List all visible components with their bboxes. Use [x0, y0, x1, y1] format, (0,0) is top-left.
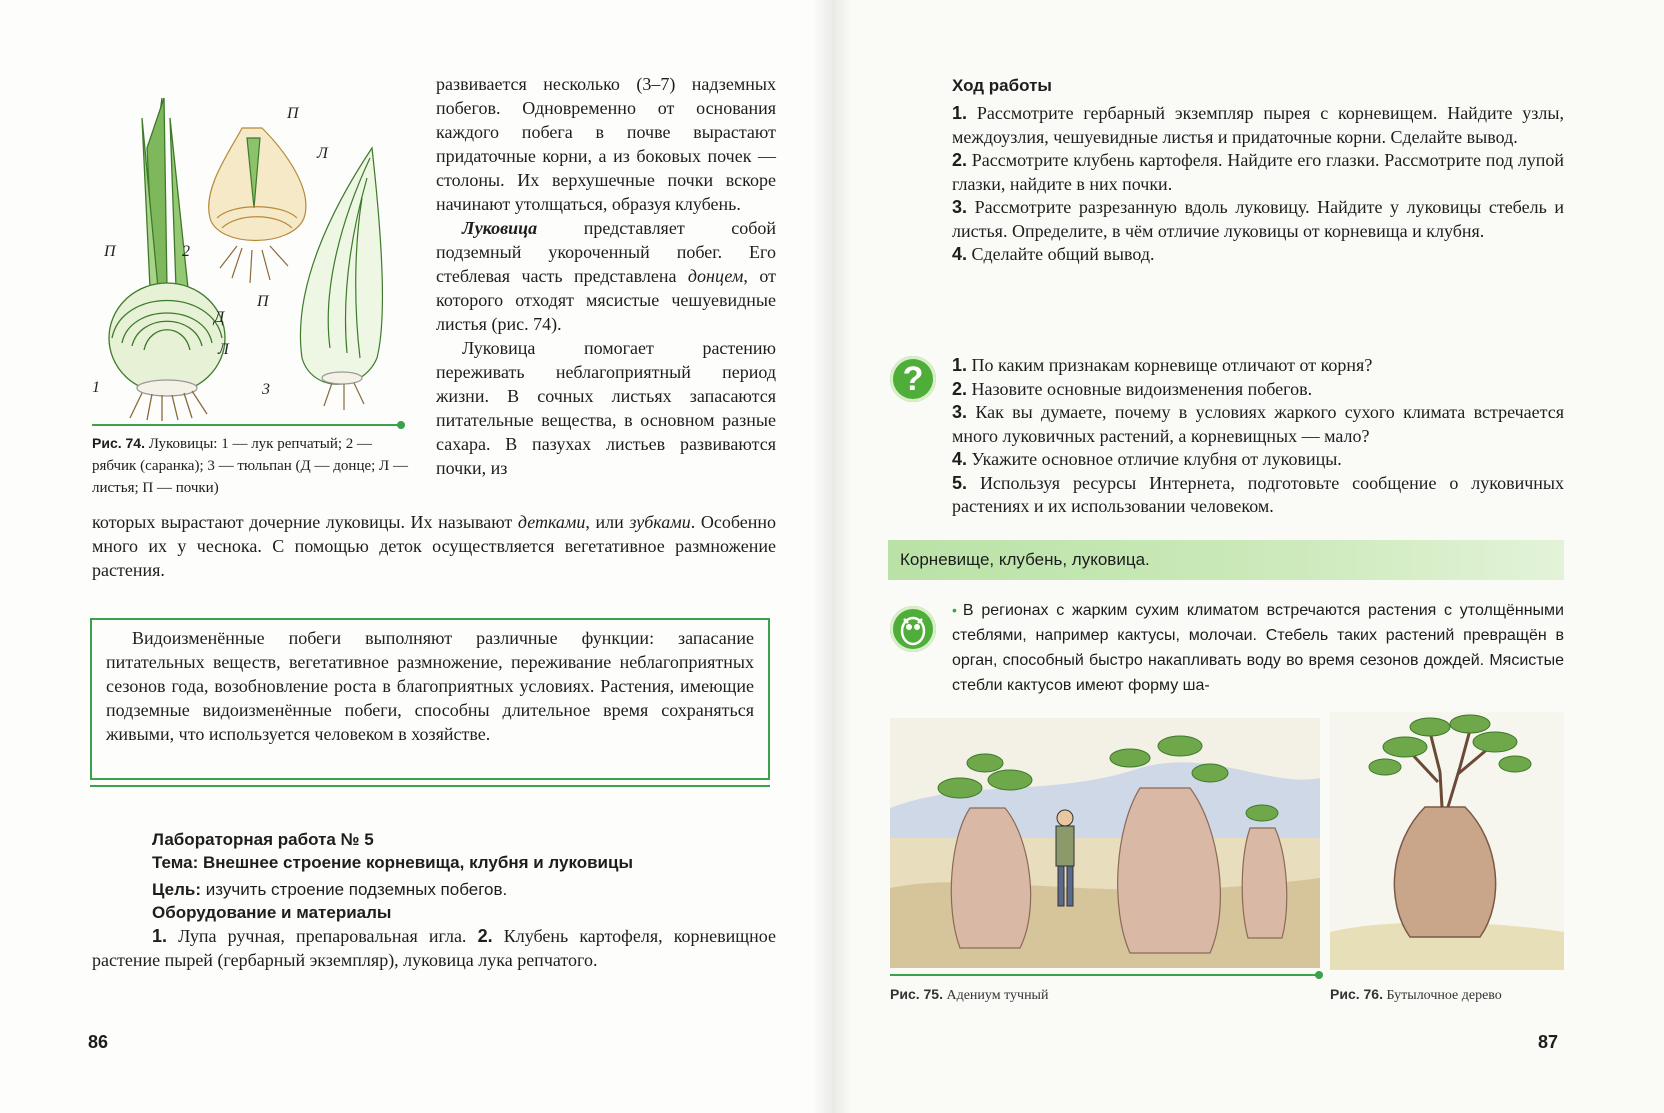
- step-3-num: 3.: [952, 197, 968, 217]
- lab-equipment-title: Оборудование и материалы: [152, 903, 392, 922]
- fig74-label-d1: Д: [214, 309, 225, 326]
- lab-topic-label: Тема:: [152, 853, 199, 872]
- question-4-num: 4.: [952, 449, 968, 469]
- fig74-label-p3: П: [257, 293, 269, 310]
- paragraph-tuber: развивается несколько (3–7) надземных побегов. Одновременно от основания каждого побега в почве вырастают придаточные корни, а из боковых почек — столоны. Их верхушечные почки вскоре начинают утолщаться, образуя клубень.: [436, 74, 776, 214]
- question-5: [952, 472, 1564, 519]
- summary-text: Видоизменённые побеги выполняют различные функции: запасание питательных веществ, вегетативное размножение, переживание неблагоприятных сезонов года, возобновление роста в благоприятных условиях. Растения, имеющие подземные видоизменённые побеги, способны длительное время сохраняться живыми, что используется человеком в хозяйстве.: [106, 628, 754, 744]
- fig76-caption-text: Бутылочное дерево: [1386, 988, 1502, 1003]
- lab-goal-text: изучить строение подземных побегов.: [205, 880, 508, 899]
- term-basal-plate: донцем: [687, 266, 744, 286]
- owl-icon: [890, 606, 936, 652]
- daughter-text-a: которых вырастают дочерние луковицы. Их называют: [92, 512, 518, 532]
- step-4: [952, 243, 1564, 267]
- lab-goal-label: Цель:: [152, 880, 201, 899]
- onion-illustration: [109, 98, 225, 421]
- fritillary-illustration: [209, 128, 306, 283]
- step-2-num: 2.: [952, 150, 968, 170]
- fig74-label-n1: 1: [92, 379, 100, 396]
- fig74-rule: [92, 424, 402, 426]
- question-icon: ?: [890, 356, 936, 402]
- daughter-text-c: . Особенно много их у чеснока. С помощью деток осуществляется вегетативное размножение растения.: [92, 512, 776, 580]
- question-1: [952, 354, 1564, 378]
- question-4: [952, 448, 1564, 472]
- step-1: [952, 102, 1564, 149]
- progress-title: Ход работы: [952, 76, 1052, 95]
- questions-list: [952, 354, 1564, 519]
- eq-text-2: Клубень картофеля, корневищное растение пырей (гербарный экземпляр), луковица лука репчатого.: [92, 926, 777, 970]
- lab-title: Лабораторная работа № 5: [152, 830, 374, 849]
- term-zubki: зубками: [629, 512, 691, 532]
- fig74-label-n2: 2: [182, 243, 190, 260]
- lab-topic-text: Внешнее строение корневища, клубня и луковицы: [202, 853, 633, 872]
- info-text: [952, 598, 1564, 698]
- eq-num-2: 2.: [477, 926, 493, 946]
- question-1-num: 1.: [952, 355, 968, 375]
- bulb-text-a: представляет собой подземный укороченный побег. Его стеблевая часть представлена: [436, 218, 776, 286]
- question-2-text: Назовите основные видоизменения побегов.: [971, 378, 1313, 399]
- step-1-text: Рассмотрите гербарный экземпляр пырея с корневищем. Найдите узлы, междоузлия, чешуевидные листья и придаточные корни. Сделайте вывод.: [952, 103, 1564, 147]
- summary-box: [90, 618, 770, 780]
- fig76-caption-prefix: Рис. 76.: [1330, 986, 1383, 1002]
- bulb-text-b: , от которого отходят мясистые чешуевидные листья (рис. 74).: [436, 266, 776, 334]
- question-2-num: 2.: [952, 378, 968, 399]
- step-1-num: 1.: [952, 103, 968, 123]
- question-3: [952, 401, 1564, 448]
- fig75-caption-prefix: Рис. 75.: [890, 986, 943, 1002]
- step-3: [952, 196, 1564, 243]
- figure-76-bottle-tree: [1330, 712, 1564, 970]
- owl-glyph-icon: [890, 606, 936, 652]
- fig74-label-p2: П: [104, 243, 116, 260]
- daughter-text-b: , или: [585, 512, 630, 532]
- fig74-label-n3: 3: [262, 381, 270, 398]
- question-4-text: Укажите основное отличие клубня от луковицы.: [971, 449, 1342, 469]
- step-3-text: Рассмотрите разрезанную вдоль луковицу. Найдите у луковицы стебель и листья. Определите, в чём отличие луковицы от корневища и клубня.: [952, 197, 1564, 241]
- fig74-caption-prefix: Рис. 74.: [92, 435, 145, 451]
- page-number-left: 86: [88, 1032, 109, 1052]
- question-5-num: 5.: [952, 472, 968, 493]
- steps-list: [952, 102, 1564, 267]
- eq-num-1: 1.: [152, 926, 168, 946]
- paragraph-bulb-definition: [436, 216, 776, 336]
- question-3-text: Как вы думаете, почему в условиях жаркого сухого климата встречается много луковичных растений, а корневищных — мало?: [952, 402, 1564, 446]
- lab-goal: [92, 878, 776, 901]
- fig76-caption: [1330, 986, 1502, 1004]
- progress-section: [952, 76, 1564, 267]
- info-paragraph: В регионах с жарким сухим климатом встречаются растения с утолщёнными стеблями, например кактусы, молочаи. Стебель таких растений превращён в орган, способный быстро накапливать воду во время сезонов дождей. Мясистые стебли кактусов имеют форму ша-: [952, 602, 1564, 694]
- question-2: [952, 378, 1564, 402]
- term-detki: детками: [517, 512, 586, 532]
- fig75-caption-text: Адениум тучный: [946, 988, 1049, 1003]
- question-3-num: 3.: [952, 402, 968, 422]
- step-4-text: Сделайте общий вывод.: [971, 244, 1155, 264]
- figure-74-bulbs: [92, 88, 407, 423]
- fig74-label-l1: Л: [317, 145, 328, 162]
- left-column-text: [436, 72, 776, 480]
- lab-work-section: [92, 828, 776, 972]
- step-2: [952, 149, 1564, 196]
- paragraph-daughter-bulbs: [92, 510, 776, 582]
- question-5-text: Используя ресурсы Интернета, подготовьте сообщение о луковичных растениях и их использовании человеком.: [952, 472, 1564, 516]
- fig74-caption-text: Луковицы: 1 — лук репчатый; 2 — рябчик (саранка); 3 — тюльпан (Д — донце; Л — листья; П — почки): [92, 436, 408, 496]
- step-4-num: 4.: [952, 244, 968, 264]
- step-2-text: Рассмотрите клубень картофеля. Найдите его глазки. Рассмотрите под лупой глазки, найдите в них почки.: [952, 150, 1565, 194]
- questions-section: [952, 354, 1564, 519]
- fig75-rule: [890, 974, 1320, 976]
- term-bulb: Луковица: [462, 218, 538, 238]
- figure-75-adenium: [890, 718, 1320, 968]
- eq-text-1: Лупа ручная, препаровальная игла.: [178, 926, 467, 946]
- fig74-label-p1: П: [287, 105, 299, 122]
- full-width-text: [92, 510, 776, 582]
- fig75-caption: [890, 986, 1048, 1004]
- page-number-right: 87: [1538, 1032, 1559, 1052]
- lab-equipment-list: [92, 924, 776, 972]
- lab-topic: [92, 851, 776, 874]
- tulip-illustration: [300, 148, 382, 410]
- book-gutter: [812, 0, 852, 1113]
- bullet-icon: •: [952, 602, 957, 618]
- paragraph-bulb-function: Луковица помогает растению переживать неблагоприятный период жизни. В сочных листьях запасаются питательные вещества, в основном разные сахара. В пазухах листьев развиваются почки, из: [436, 338, 776, 478]
- keywords-band: Корневище, клубень, луковица.: [888, 540, 1564, 580]
- fig74-caption: [92, 432, 412, 499]
- fig74-label-l2: Л: [218, 341, 229, 358]
- question-1-text: По каким признакам корневище отличают от корня?: [971, 355, 1373, 375]
